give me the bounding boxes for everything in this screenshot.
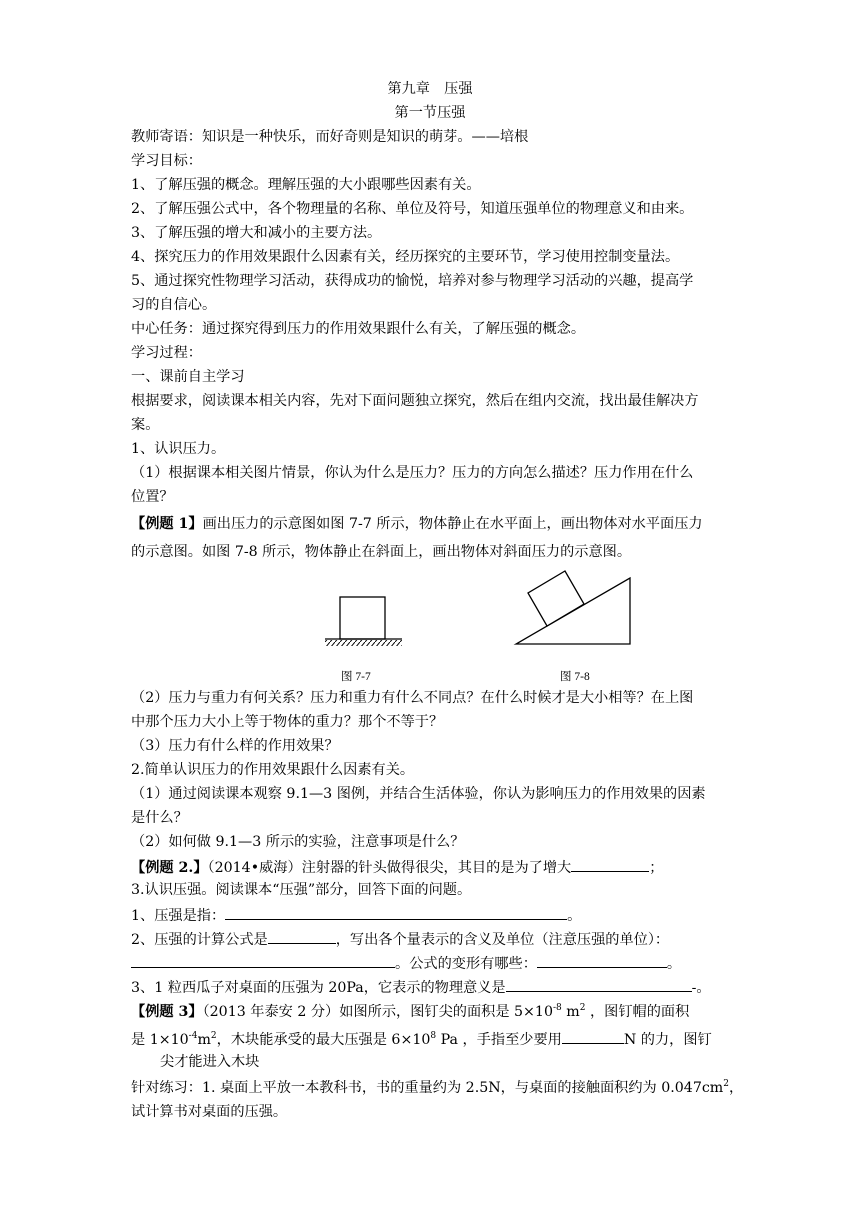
answer-blank[interactable] — [131, 952, 395, 968]
punctuation: -。 — [691, 980, 711, 996]
exponent: 2 — [723, 1079, 729, 1089]
example-text: （2013 年泰安 2 分）如图所示，图钉尖的面积是 5×10 — [202, 1004, 553, 1020]
part1-heading: 一、课前自主学习 — [131, 369, 245, 385]
instruction-line: 根据要求，阅读课本相关内容，先对下面问题独立探究，然后在组内交流，找出最佳解决方 — [131, 393, 699, 409]
figure-caption: 图 7-8 — [560, 671, 590, 683]
item-text: 3、1 粒西瓜子对桌面的压强为 20Pa，它表示的物理意义是 — [131, 980, 506, 996]
practice-line — [131, 1078, 743, 1098]
example3-line3: 尖才能进入木块 — [160, 1054, 260, 1070]
question-line: （3）压力有什么样的作用效果？ — [131, 738, 339, 754]
floor-hatch — [325, 640, 402, 646]
process-heading: 学习过程： — [131, 345, 202, 361]
practice-line2: 试计算书对桌面的压强。 — [131, 1104, 288, 1120]
example3-line — [131, 1002, 689, 1022]
unit: m — [561, 1004, 580, 1020]
item3-3-line — [131, 976, 711, 998]
example-tag: 【例题 1】 — [131, 516, 203, 532]
exponent: 2 — [579, 1003, 586, 1013]
item3-1-line — [131, 904, 581, 926]
answer-blank[interactable] — [225, 904, 567, 920]
item2-heading: 2.简单认识压力的作用效果跟什么因素有关。 — [131, 762, 415, 778]
goal-item: 1、了解压强的概念。理解压强的大小跟哪些因素有关。 — [131, 177, 481, 193]
block-on-floor — [340, 597, 385, 639]
instruction-line: 案。 — [131, 417, 160, 433]
item-text: ，写出各个量表示的含义及单位（注意压强的单位）： — [335, 932, 670, 948]
chapter-title: 第九章 压强 — [387, 81, 473, 97]
example2-line — [131, 856, 663, 878]
example-text: 画出压力的示意图如图 7-7 所示，物体静止在水平面上，画出物体对水平面压力 — [202, 516, 703, 532]
question-line: （1）根据课本相关图片情景，你认为什么是压力？压力的方向怎么描述？压力作用在什么 — [131, 465, 694, 481]
question-line: 中那个压力大小上等于物体的重力？那个不等于？ — [131, 714, 444, 730]
exponent: 2 — [210, 1031, 217, 1041]
example-text: （2014•威海）注射器的针头做得很尖，其目的是为了增大 — [207, 860, 572, 876]
central-task: 中心任务：通过探究得到压力的作用效果跟什么有关，了解压强的概念。 — [131, 321, 586, 337]
punctuation: 。 — [567, 908, 582, 924]
punctuation: 。 — [666, 956, 682, 972]
question-line: （2）压力与重力有何关系？压力和重力有什么不同点？在什么时候才是大小相等？在上图 — [131, 690, 694, 706]
practice-text: 针对练习：1. 桌面上平放一本教科书，书的重量约为 2.5N，与桌面的接触面积约为 0.047cm — [131, 1080, 724, 1096]
answer-blank[interactable] — [268, 928, 336, 944]
goal-item: 习的自信心。 — [131, 297, 217, 313]
question-line: （2）如何做 9.1—3 所示的实验，注意事项是什么？ — [131, 834, 465, 850]
exponent: -8 — [552, 1003, 562, 1013]
example-text: ，图钉帽的面积 — [585, 1004, 690, 1020]
item1-heading: 1、认识压力。 — [131, 441, 226, 457]
goal-item: 2、了解压强公式中，各个物理量的名称、单位及符号，知道压强单位的物理意义和由来。 — [131, 201, 694, 217]
punctuation: ； — [649, 860, 664, 876]
example1-line: 的示意图。如图 7-8 所示，物体静止在斜面上，画出物体对斜面压力的示意图。 — [131, 544, 632, 560]
item-text: 。公式的变形有哪些： — [395, 956, 537, 972]
example-text: Pa ，手指至少要用 — [436, 1032, 562, 1048]
item3-heading: 3.认识压强。阅读课本“压强”部分，回答下面的问题。 — [131, 882, 472, 898]
teacher-message: 教师寄语：知识是一种快乐，而好奇则是知识的萌芽。——培根 — [131, 129, 529, 145]
example-tag: 【例题 2.】 — [131, 860, 208, 876]
goals-heading: 学习目标： — [131, 153, 202, 169]
figure-7-8 — [516, 571, 630, 644]
section-title: 第一节压强 — [394, 105, 466, 121]
example-text: N 的力，图钉 — [623, 1032, 712, 1048]
example-tag: 【例题 3】 — [131, 1004, 203, 1020]
exponent: 8 — [430, 1031, 437, 1041]
answer-blank[interactable] — [562, 1028, 624, 1044]
punctuation: ， — [728, 1080, 744, 1096]
answer-blank[interactable] — [571, 856, 649, 872]
goal-item: 5、通过探究性物理学习活动，获得成功的愉悦，培养对参与物理学习活动的兴趣，提高学 — [131, 273, 694, 289]
unit: m — [197, 1032, 211, 1048]
figure-7-7 — [325, 597, 402, 646]
item-text: 1、压强是指： — [131, 908, 226, 924]
example-text: 是 1×10 — [131, 1032, 189, 1048]
question-line: 是什么？ — [131, 810, 188, 826]
goal-item: 3、了解压强的增大和减小的主要方法。 — [131, 225, 382, 241]
example3-line2 — [131, 1028, 712, 1050]
goal-item: 4、探究压力的作用效果跟什么因素有关，经历探究的主要环节，学习使用控制变量法。 — [131, 249, 680, 265]
item3-2-line — [131, 928, 669, 950]
item3-2-line2 — [131, 952, 681, 974]
question-line: （1）通过阅读课本观察 9.1—3 图例，并结合生活体验，你认为影响压力的作用效果的因素 — [131, 786, 706, 802]
item-text: 2、压强的计算公式是 — [131, 932, 268, 948]
exponent: -4 — [188, 1031, 198, 1041]
answer-blank[interactable] — [537, 952, 667, 968]
answer-blank[interactable] — [506, 976, 692, 992]
question-line: 位置？ — [131, 489, 174, 505]
example-text: ，木块能承受的最大压强是 6×10 — [216, 1032, 431, 1048]
figure-caption: 图 7-7 — [341, 671, 371, 683]
